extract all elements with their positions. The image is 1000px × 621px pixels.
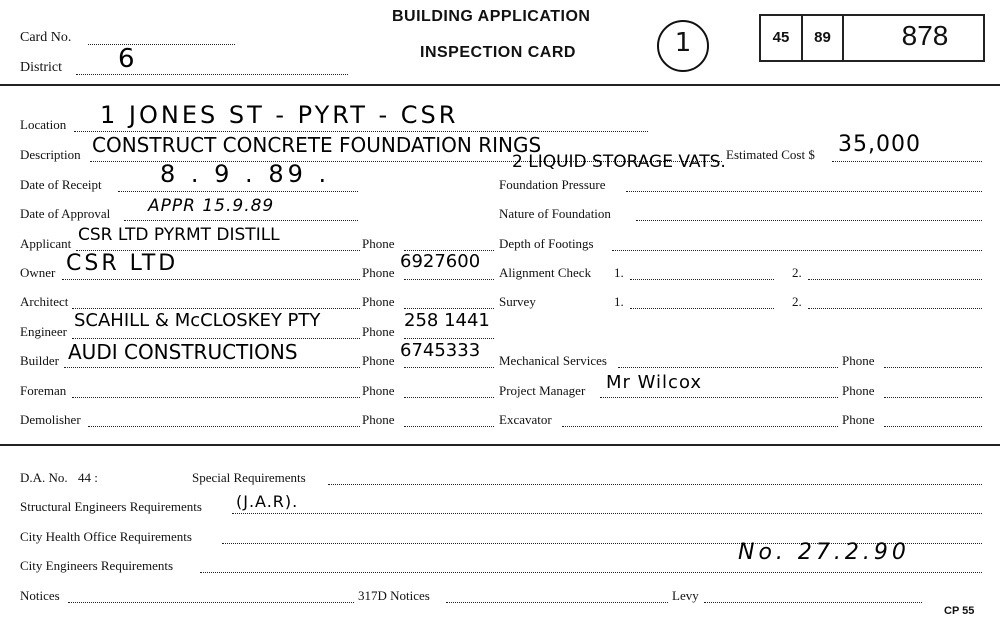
foreman-line xyxy=(72,397,360,398)
structural-engineers-value: (J.A.R). xyxy=(236,492,299,511)
engineer-line xyxy=(72,338,360,339)
builder-phone-line xyxy=(404,367,494,368)
district-label: District xyxy=(20,60,62,75)
city-engineers-value: No. 27.2.90 xyxy=(738,540,910,565)
city-engineers-line xyxy=(200,572,982,573)
estimated-cost-label: Estimated Cost $ xyxy=(726,147,815,162)
city-health-label: City Health Office Requirements xyxy=(20,529,192,544)
estimated-cost-line xyxy=(832,161,982,162)
demolisher-line xyxy=(88,426,360,427)
builder-value: AUDI CONSTRUCTIONS xyxy=(68,340,298,364)
mechanical-services-label: Mechanical Services xyxy=(499,353,607,368)
engineer-phone-line xyxy=(404,338,494,339)
notices-line xyxy=(68,602,354,603)
alignment-check-2-line xyxy=(808,279,982,280)
owner-line xyxy=(62,279,360,280)
engineer-label: Engineer xyxy=(20,324,67,339)
demolisher-label: Demolisher xyxy=(20,412,81,427)
nature-of-foundation-label: Nature of Foundation xyxy=(499,206,611,221)
section-rule xyxy=(0,444,1000,446)
builder-line xyxy=(64,367,360,368)
owner-value: CSR LTD xyxy=(66,251,179,276)
box-cell-2: 89 xyxy=(814,29,831,46)
levy-line xyxy=(704,602,922,603)
estimated-cost-value: 35,000 xyxy=(838,132,921,157)
excavator-phone-line xyxy=(884,426,982,427)
applicant-label: Applicant xyxy=(20,236,72,251)
city-engineers-label: City Engineers Requirements xyxy=(20,558,174,573)
mechanical-phone-line xyxy=(884,367,982,368)
form-code: CP 55 xyxy=(944,605,975,617)
circled-number-value: 1 xyxy=(674,28,692,58)
architect-line xyxy=(72,308,360,309)
date-of-receipt-label: Date of Receipt xyxy=(20,177,102,192)
owner-phone-label: Phone xyxy=(362,265,395,280)
survey-2-line xyxy=(808,308,982,309)
project-manager-phone-label: Phone xyxy=(842,383,875,398)
engineer-value: SCAHILL & McCLOSKEY PTY xyxy=(74,310,321,331)
builder-label: Builder xyxy=(20,353,59,368)
alignment-check-1: 1. xyxy=(614,265,624,280)
excavator-line xyxy=(562,426,838,427)
location-line xyxy=(74,131,648,132)
depth-of-footings-line xyxy=(612,250,982,251)
da-no-label: D.A. No. xyxy=(20,470,68,485)
demolisher-phone-label: Phone xyxy=(362,412,395,427)
architect-label: Architect xyxy=(20,294,69,309)
date-of-approval-line xyxy=(124,220,358,221)
structural-engineers-label: Structural Engineers Requirements xyxy=(20,499,202,514)
architect-phone-line xyxy=(404,308,494,309)
foreman-label: Foreman xyxy=(20,383,67,398)
survey-1: 1. xyxy=(614,294,624,309)
project-manager-phone-line xyxy=(884,397,982,398)
project-manager-value: Mr Wilcox xyxy=(606,372,703,393)
mechanical-services-line xyxy=(618,367,838,368)
mechanical-phone-label: Phone xyxy=(842,353,875,368)
foundation-pressure-label: Foundation Pressure xyxy=(499,177,606,192)
notices-317d-label: 317D Notices xyxy=(358,588,430,603)
description-value-line-2: 2 LIQUID STORAGE VATS. xyxy=(512,152,726,172)
alignment-check-label: Alignment Check xyxy=(499,265,592,280)
foreman-phone-label: Phone xyxy=(362,383,395,398)
location-value: 1 JONES ST - PYRT - CSR xyxy=(100,101,459,129)
date-of-approval-label: Date of Approval xyxy=(20,206,111,221)
owner-label: Owner xyxy=(20,265,56,280)
foreman-phone-line xyxy=(404,397,494,398)
special-requirements-line xyxy=(328,484,982,485)
district-line xyxy=(76,74,348,75)
survey-2: 2. xyxy=(792,294,802,309)
survey-label: Survey xyxy=(499,294,536,309)
alignment-check-1-line xyxy=(630,279,774,280)
foundation-pressure-line xyxy=(626,191,982,192)
date-of-receipt-value: 8 . 9 . 89 . xyxy=(160,160,331,188)
applicant-value: CSR LTD PYRMT DISTILL xyxy=(78,225,280,245)
engineer-phone-value: 258 1441 xyxy=(404,310,490,331)
notices-label: Notices xyxy=(20,588,60,603)
alignment-check-2: 2. xyxy=(792,265,802,280)
box-divider-2 xyxy=(842,16,844,60)
builder-phone-value: 6745333 xyxy=(400,340,481,361)
description-label: Description xyxy=(20,147,81,162)
owner-phone-value: 6927600 xyxy=(400,251,481,272)
excavator-phone-label: Phone xyxy=(842,412,875,427)
depth-of-footings-label: Depth of Footings xyxy=(499,236,594,251)
box-cell-1: 45 xyxy=(772,29,790,46)
card-no-line xyxy=(88,44,235,45)
nature-of-foundation-line xyxy=(636,220,982,221)
district-value: 6 xyxy=(118,44,136,74)
date-of-receipt-line xyxy=(118,191,358,192)
applicant-phone-label: Phone xyxy=(362,236,395,251)
header-rule xyxy=(0,84,1000,86)
special-requirements-label: Special Requirements xyxy=(192,470,306,485)
builder-phone-label: Phone xyxy=(362,353,395,368)
levy-label: Levy xyxy=(672,588,699,603)
location-label: Location xyxy=(20,117,67,132)
project-manager-line xyxy=(600,397,838,398)
project-manager-label: Project Manager xyxy=(499,383,586,398)
excavator-label: Excavator xyxy=(499,412,552,427)
structural-engineers-line xyxy=(232,513,982,514)
title-line-1: BUILDING APPLICATION xyxy=(392,8,591,25)
notices-317d-line xyxy=(446,602,668,603)
date-of-approval-value: APPR 15.9.89 xyxy=(148,196,275,216)
engineer-phone-label: Phone xyxy=(362,324,395,339)
description-value: CONSTRUCT CONCRETE FOUNDATION RINGS xyxy=(92,133,542,157)
circled-number xyxy=(657,20,709,72)
da-no-value: 44 : xyxy=(78,470,98,485)
architect-phone-label: Phone xyxy=(362,294,395,309)
title-line-2: INSPECTION CARD xyxy=(420,44,576,61)
card-no-label: Card No. xyxy=(20,30,72,45)
demolisher-phone-line xyxy=(404,426,494,427)
box-cell-3: 878 xyxy=(901,20,949,51)
survey-1-line xyxy=(630,308,774,309)
owner-phone-line xyxy=(404,279,494,280)
